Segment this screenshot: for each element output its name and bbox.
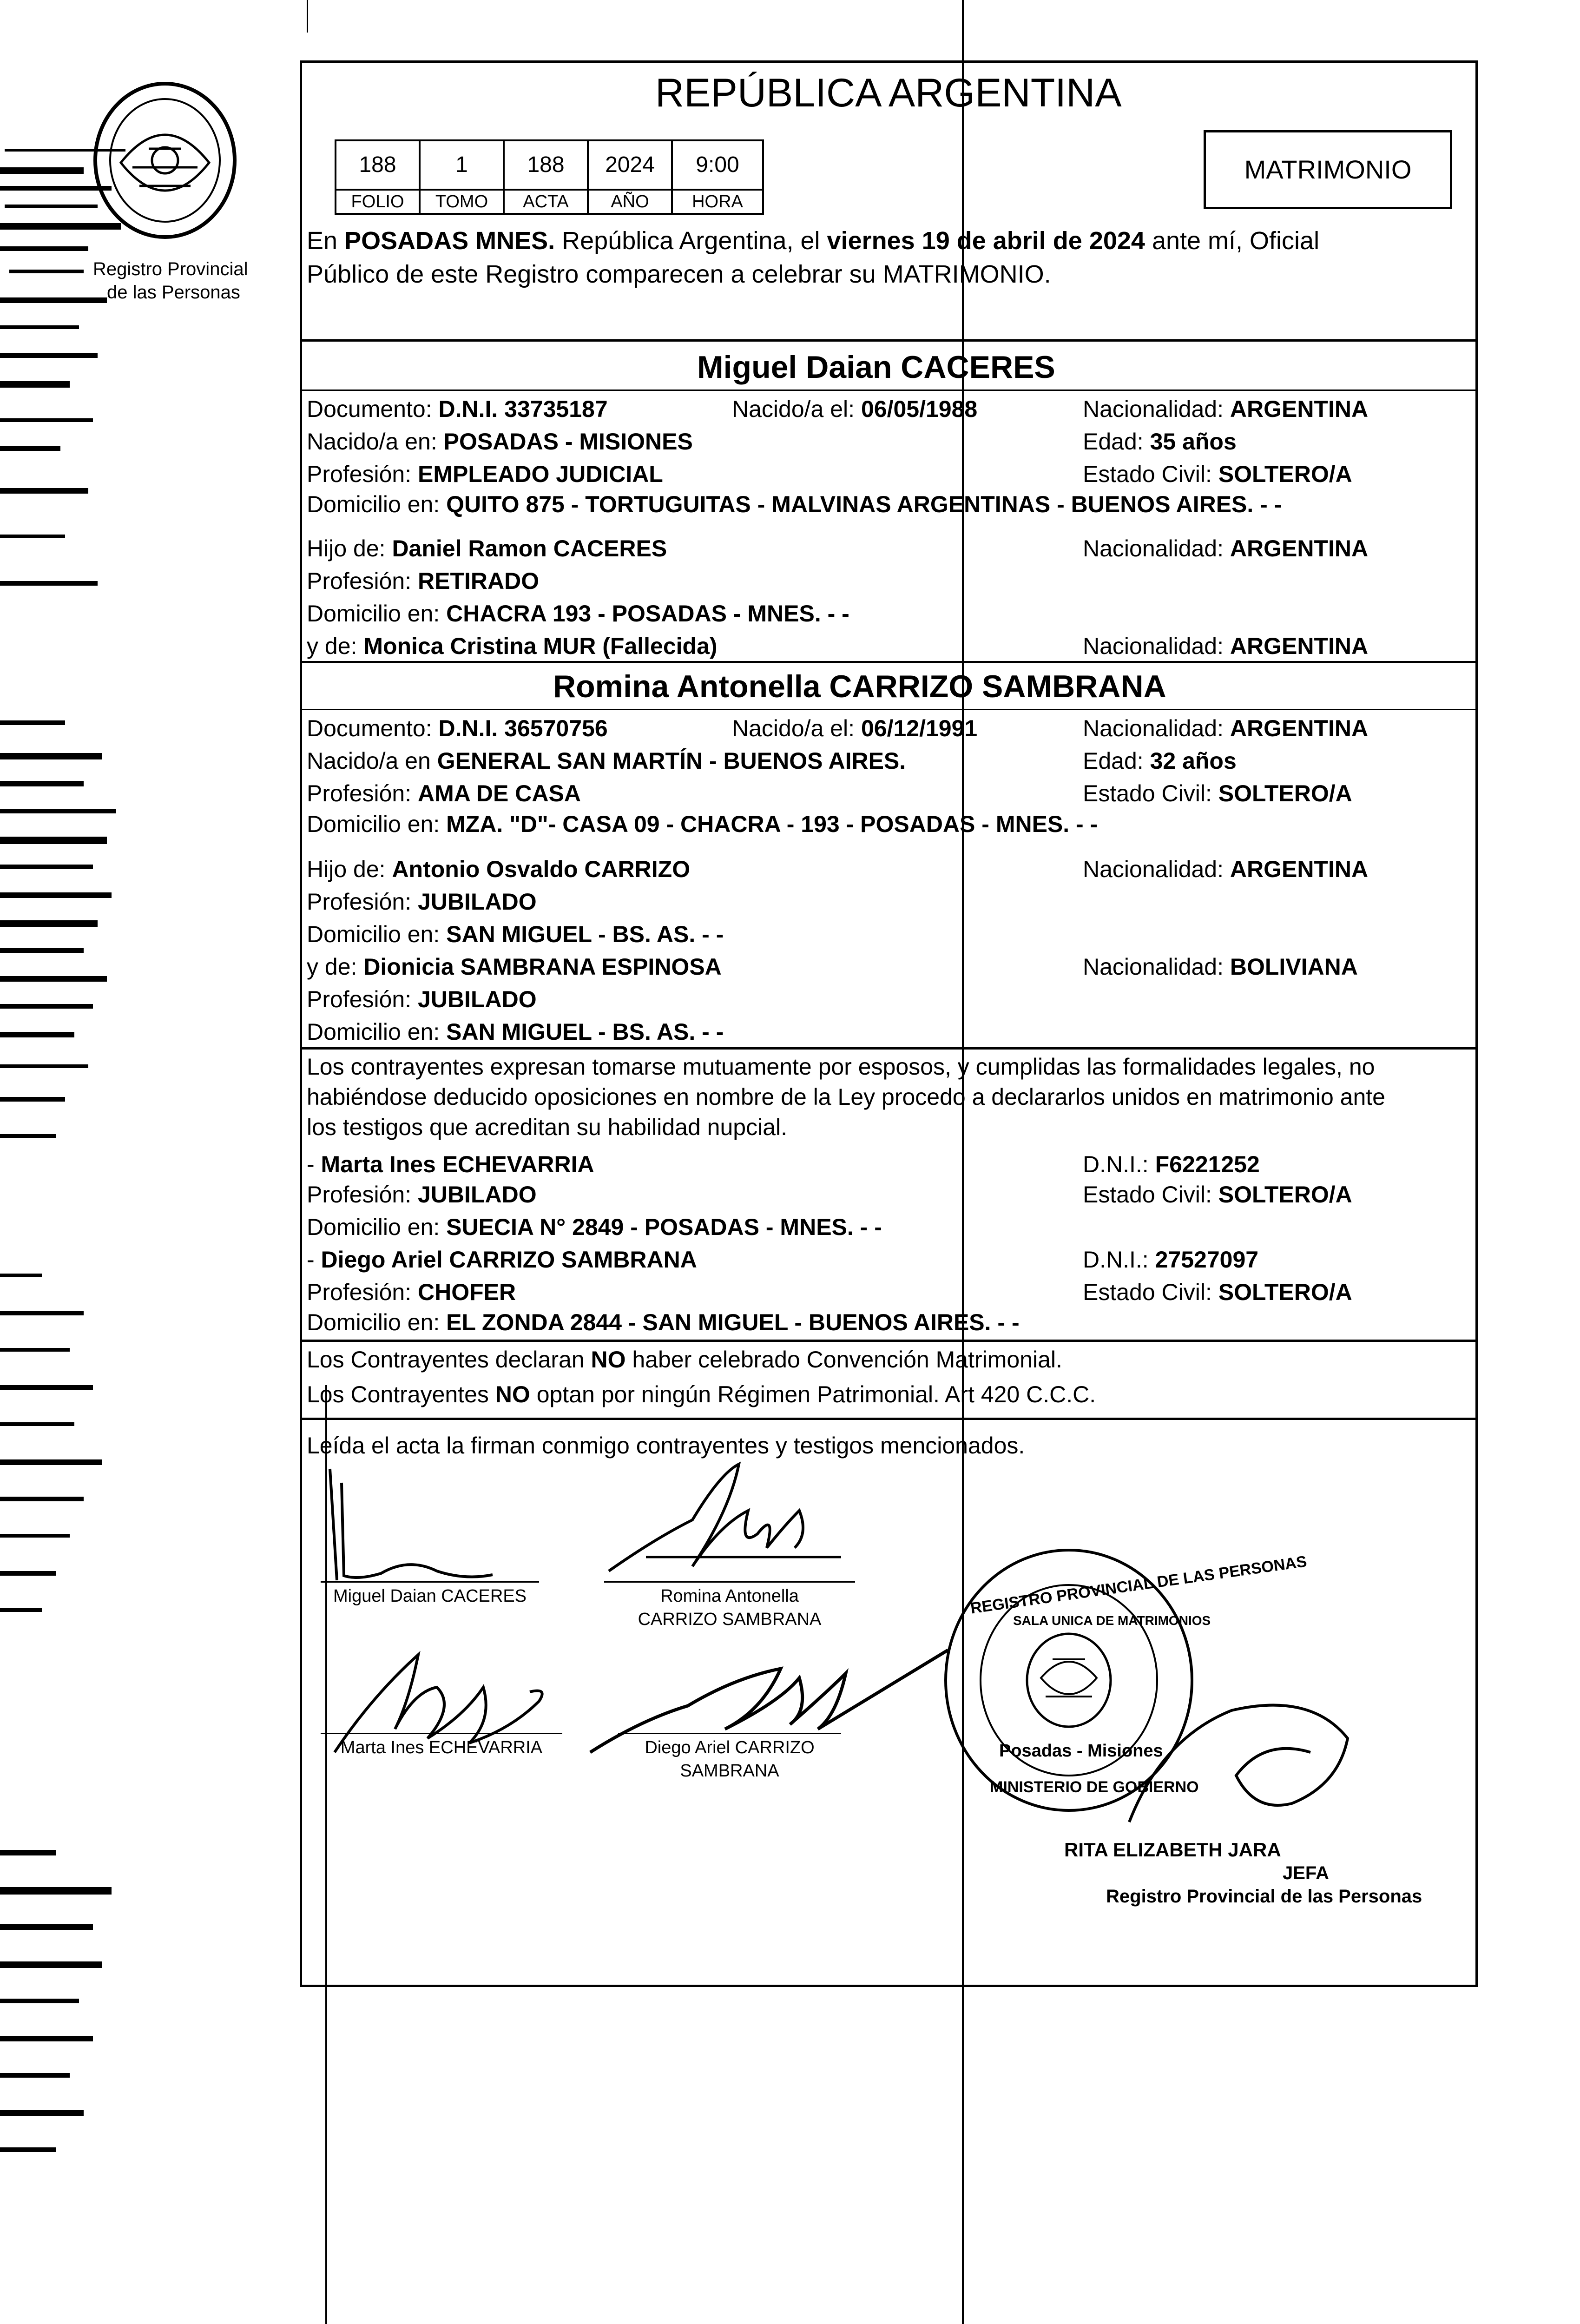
spouse1-nationality: Nacionalidad: ARGENTINA [1083, 396, 1369, 422]
official-name: RITA ELIZABETH JARA [1064, 1839, 1281, 1861]
country-title: REPÚBLICA ARGENTINA [655, 71, 1122, 115]
folio-value: 188 [335, 139, 421, 191]
stamp-inner-text: SALA UNICA DE MATRIMONIOS [1013, 1613, 1211, 1628]
witness2-address: Domicilio en: EL ZONDA 2844 - SAN MIGUEL - BUENOS AIRES. - - [307, 1309, 1020, 1335]
divider [300, 1418, 1478, 1420]
spouse2-birthdate: Nacido/a el: 06/12/1991 [732, 715, 978, 741]
spouse2-document: Documento: D.N.I. 36570756 [307, 715, 608, 741]
divider [300, 661, 1478, 663]
acta-label: ACTA [503, 189, 589, 215]
scan-guide-line [307, 0, 308, 33]
divider [300, 1340, 1478, 1342]
signature-caption-2b: CARRIZO SAMBRANA [638, 1610, 822, 1629]
declaration-line1: Los contrayentes expresan tomarse mutuamente por esposos, y cumplidas las formalidades legales, no [307, 1054, 1375, 1080]
official-title: JEFA [1283, 1863, 1330, 1883]
spouse2-address: Domicilio en: MZA. "D"- CASA 09 - CHACRA - 193 - POSADAS - MNES. - - [307, 811, 1098, 837]
tomo-value: 1 [419, 139, 505, 191]
signature-caption-1: Miguel Daian CACERES [333, 1586, 527, 1606]
signature-scribble-1 [316, 1464, 558, 1590]
signature-line [321, 1733, 562, 1734]
witness2-civil-status: Estado Civil: SOLTERO/A [1083, 1279, 1352, 1305]
spouse2-father: Hijo de: Antonio Osvaldo CARRIZO [307, 856, 691, 882]
folio-label: FOLIO [335, 189, 421, 215]
signature-line [604, 1581, 855, 1583]
spouse1-birthplace: Nacido/a en: POSADAS - MISIONES [307, 429, 693, 455]
divider [300, 390, 1478, 391]
record-type-label: MATRIMONIO [1244, 155, 1412, 184]
anio-value: 2024 [587, 139, 673, 191]
spouse1-birthdate: Nacido/a el: 06/05/1988 [732, 396, 978, 422]
tomo-label: TOMO [419, 189, 505, 215]
spouse1-father-nationality: Nacionalidad: ARGENTINA [1083, 535, 1369, 561]
spouse2-nationality: Nacionalidad: ARGENTINA [1083, 715, 1369, 741]
spouse1-father-address: Domicilio en: CHACRA 193 - POSADAS - MNES. - - [307, 601, 849, 627]
hora-value: 9:00 [671, 139, 764, 191]
record-type-box [1204, 130, 1452, 209]
convention-line1: Los Contrayentes declaran NO haber celebrado Convención Matrimonial. [307, 1347, 1062, 1373]
spouse2-father-address: Domicilio en: SAN MIGUEL - BS. AS. - - [307, 921, 724, 947]
spouse1-mother: y de: Monica Cristina MUR (Fallecida) [307, 633, 718, 659]
anio-label: AÑO [587, 189, 673, 215]
spouse2-mother-nationality: Nacionalidad: BOLIVIANA [1083, 954, 1358, 980]
spouse2-civil-status: Estado Civil: SOLTERO/A [1083, 780, 1352, 806]
convention-line2: Los Contrayentes NO optan por ningún Régimen Patrimonial. Art 420 C.C.C. [307, 1381, 1096, 1407]
province-seal-logo [88, 79, 242, 246]
spouse1-address: Domicilio en: QUITO 875 - TORTUGUITAS - MALVINAS ARGENTINAS - BUENOS AIRES. - - [307, 491, 1282, 517]
witness2-dni: D.N.I.: 27527097 [1083, 1247, 1259, 1273]
stamp-outer-text: REGISTRO PROVINCIAL DE LAS PERSONAS [969, 1552, 1308, 1618]
spouse2-name: Romina Antonella CARRIZO SAMBRANA [553, 669, 1166, 704]
spouse1-age: Edad: 35 años [1083, 429, 1237, 455]
spouse2-mother-profession: Profesión: JUBILADO [307, 986, 537, 1012]
spouse1-civil-status: Estado Civil: SOLTERO/A [1083, 461, 1352, 487]
witness1-dni: D.N.I.: F6221252 [1083, 1151, 1260, 1177]
divider [300, 339, 1478, 342]
witness1-profession: Profesión: JUBILADO [307, 1182, 537, 1208]
intro-line1: En POSADAS MNES. República Argentina, el viernes 19 de abril de 2024 ante mí, Oficial [307, 227, 1320, 255]
spouse1-name: Miguel Daian CACERES [697, 350, 1055, 385]
spouse2-father-profession: Profesión: JUBILADO [307, 889, 537, 915]
witness2-profession: Profesión: CHOFER [307, 1279, 516, 1305]
signature-caption-4a: Diego Ariel CARRIZO [645, 1738, 815, 1757]
signature-line [618, 1733, 841, 1734]
intro-line2: Público de este Registro comparecen a celebrar su MATRIMONIO. [307, 260, 1051, 288]
signature-scribble-2 [599, 1455, 860, 1590]
spouse2-birthplace: Nacido/a en GENERAL SAN MARTÍN - BUENOS AIRES. [307, 748, 906, 774]
scan-artifacts [0, 0, 153, 2324]
seal-org-line1: Registro Provincial [93, 259, 248, 279]
spouse1-profession: Profesión: EMPLEADO JUDICIAL [307, 461, 663, 487]
stamp-ministry-text: MINISTERIO DE GOBIERNO [990, 1778, 1199, 1796]
official-org: Registro Provincial de las Personas [1106, 1886, 1422, 1907]
hora-label: HORA [671, 189, 764, 215]
spouse1-father: Hijo de: Daniel Ramon CACERES [307, 535, 667, 561]
spouse1-mother-nationality: Nacionalidad: ARGENTINA [1083, 633, 1369, 659]
witness1-name: - Marta Ines ECHEVARRIA [307, 1151, 594, 1177]
declaration-line2: habiéndose deducido oposiciones en nombre de la Ley procedo a declararlos unidos en matrimonio ante [307, 1084, 1385, 1110]
witness1-civil-status: Estado Civil: SOLTERO/A [1083, 1182, 1352, 1208]
spouse2-father-nationality: Nacionalidad: ARGENTINA [1083, 856, 1369, 882]
signature-line [321, 1581, 539, 1583]
spouse2-age: Edad: 32 años [1083, 748, 1237, 774]
divider [300, 1047, 1478, 1050]
spouse1-document: Documento: D.N.I. 33735187 [307, 396, 608, 422]
spouse2-mother-address: Domicilio en: SAN MIGUEL - BS. AS. - - [307, 1019, 724, 1045]
witness1-address: Domicilio en: SUECIA N° 2849 - POSADAS - MNES. - - [307, 1214, 882, 1240]
closing-text: Leída el acta la firman conmigo contrayentes y testigos mencionados. [307, 1433, 1025, 1459]
stamp-bottom-text: Posadas - Misiones [999, 1741, 1163, 1761]
spouse1-father-profession: Profesión: RETIRADO [307, 568, 540, 594]
signature-caption-3: Marta Ines ECHEVARRIA [340, 1738, 543, 1757]
signature-caption-4b: SAMBRANA [680, 1761, 779, 1781]
seal-org-line2: de las Personas [107, 282, 240, 303]
declaration-line3: los testigos que acreditan su habilidad nupcial. [307, 1114, 788, 1140]
official-signature-scribble [1115, 1683, 1376, 1831]
signature-caption-2a: Romina Antonella [660, 1586, 799, 1606]
divider [300, 709, 1478, 710]
witness2-name: - Diego Ariel CARRIZO SAMBRANA [307, 1247, 697, 1273]
spouse2-profession: Profesión: AMA DE CASA [307, 780, 581, 806]
acta-value: 188 [503, 139, 589, 191]
spouse2-mother: y de: Dionicia SAMBRANA ESPINOSA [307, 954, 722, 980]
